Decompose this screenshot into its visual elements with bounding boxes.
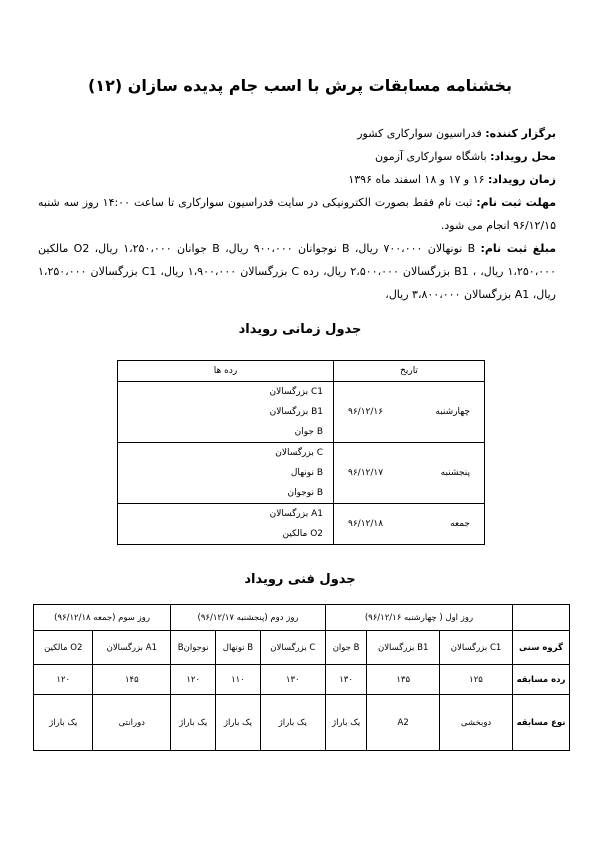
- deadline-row: [38, 191, 556, 237]
- fee-row: [38, 237, 556, 306]
- technical-table: [33, 604, 570, 751]
- technical-height-cell: ۱۳۵: [367, 665, 440, 695]
- schedule-class: C بزرگسالان: [275, 448, 323, 458]
- dates-label: زمان رویداد:: [488, 173, 556, 186]
- fee-value: B نونهالان ۷۰۰،۰۰۰ ریال، B نوجوانان ۹۰۰،۰۰۰ ریال، B جوانان ۱،۲۵۰،۰۰۰ ریال، O2 مالکین ۱،۲۵۰،۰۰۰ ریال، ، B1 بزرگسالان ۲،۵۰۰،۰۰۰ ریال، رده C بزرگسالان ۱،۹۰۰،۰۰۰ ریال، C1 بزرگسالان ۱،۲۵۰،۰۰۰ ریال، A1 بزرگسالان ۳،۸۰۰،۰۰۰ ریال،: [38, 242, 556, 301]
- technical-group-cell: C بزرگسالان: [260, 631, 325, 665]
- technical-group-cell: B1 بزرگسالان: [367, 631, 440, 665]
- schedule-class: A1 بزرگسالان: [269, 509, 323, 519]
- technical-height-cell: ۱۱۰: [216, 665, 260, 695]
- technical-type-cell: یک باراژ: [34, 695, 93, 751]
- schedule-classes-cell: [118, 504, 334, 545]
- schedule-class: B جوان: [294, 427, 323, 437]
- info-block: [38, 122, 556, 306]
- technical-height-cell: ۱۳۰: [260, 665, 325, 695]
- schedule-day: جمعه: [450, 519, 470, 529]
- venue-row: [38, 145, 556, 168]
- venue-value: باشگاه سوارکاری آزمون: [375, 150, 487, 163]
- technical-type-row: [34, 695, 570, 751]
- technical-group-cell: C1 بزرگسالان: [440, 631, 513, 665]
- schedule-date-cell: [334, 382, 485, 443]
- schedule-class: B نوجوان: [287, 488, 323, 498]
- technical-day-header: روز اول ( چهارشنبه ۹۶/۱۲/۱۶): [325, 605, 512, 631]
- schedule-row: [118, 443, 485, 504]
- technical-height-cell: ۱۳۰: [325, 665, 366, 695]
- technical-group-cell: A1 بزرگسالان: [93, 631, 171, 665]
- schedule-classes-cell: [118, 382, 334, 443]
- schedule-row: [118, 382, 485, 443]
- technical-corner-cell: [513, 605, 570, 631]
- technical-type-cell: یک باراژ: [325, 695, 366, 751]
- technical-group-cell: B نونهال: [216, 631, 260, 665]
- technical-day-header: روز دوم (پنجشنبه ۹۶/۱۲/۱۷): [171, 605, 326, 631]
- dates-value: ۱۶ و ۱۷ و ۱۸ اسفند ماه ۱۳۹۶: [348, 173, 485, 186]
- schedule-date-cell: [334, 504, 485, 545]
- organizer-value: فدراسیون سوارکاری کشور: [357, 127, 482, 140]
- technical-height-cell: ۱۲۵: [440, 665, 513, 695]
- schedule-header-row: [118, 361, 485, 382]
- technical-type-cell: یک باراژ: [216, 695, 260, 751]
- organizer-row: [38, 122, 556, 145]
- venue-label: محل رویداد:: [490, 150, 556, 163]
- schedule-header-date: تاریخ: [334, 361, 485, 382]
- technical-group-cell: B جوان: [325, 631, 366, 665]
- schedule-class: O2 مالکین: [282, 529, 323, 539]
- deadline-label: مهلت ثبت نام:: [476, 196, 557, 209]
- schedule-date: ۹۶/۱۲/۱۸: [348, 519, 384, 529]
- fee-label: مبلغ ثبت نام:: [480, 242, 557, 255]
- technical-row-label: نوع مسابقه: [513, 695, 570, 751]
- technical-row-label: گروه سنی: [513, 631, 570, 665]
- document-title: بخشنامه مسابقات پرش با اسب جام پدیده سازان (۱۲): [87, 76, 512, 95]
- schedule-date: ۹۶/۱۲/۱۷: [348, 468, 384, 478]
- technical-type-cell: دوبخشی: [440, 695, 513, 751]
- schedule-row: [118, 504, 485, 545]
- technical-height-row: [34, 665, 570, 695]
- schedule-classes-cell: [118, 443, 334, 504]
- schedule-class: C1 بزرگسالان: [269, 387, 323, 397]
- schedule-date-cell: [334, 443, 485, 504]
- schedule-day: چهارشنبه: [435, 407, 470, 417]
- technical-row-label: رده مسابقه: [513, 665, 570, 695]
- schedule-class: B نونهال: [290, 468, 323, 478]
- technical-type-cell: یک باراژ: [171, 695, 216, 751]
- technical-group-cell: O2 مالکین: [34, 631, 93, 665]
- technical-type-cell: یک باراژ: [260, 695, 325, 751]
- deadline-value: ثبت نام فقط بصورت الکترونیکی در سایت فدراسیون سوارکاری تا ساعت ۱۴:۰۰ روز سه شنبه ۹۶/۱۲/۱۵ انجام می شود.: [38, 196, 556, 232]
- schedule-class: B1 بزرگسالان: [269, 407, 323, 417]
- technical-group-row: [34, 631, 570, 665]
- technical-day-header-row: [34, 605, 570, 631]
- technical-type-cell: A2: [367, 695, 440, 751]
- organizer-label: برگزار کننده:: [485, 127, 556, 140]
- technical-height-cell: ۱۴۵: [93, 665, 171, 695]
- technical-group-cell: نوجوانB: [171, 631, 216, 665]
- schedule-date: ۹۶/۱۲/۱۶: [348, 407, 384, 417]
- technical-day-header: روز سوم (جمعه ۹۶/۱۲/۱۸): [34, 605, 171, 631]
- schedule-header-classes: رده ها: [118, 361, 334, 382]
- schedule-day: پنجشنبه: [440, 468, 470, 478]
- technical-height-cell: ۱۲۰: [171, 665, 216, 695]
- technical-height-cell: ۱۲۰: [34, 665, 93, 695]
- schedule-title: جدول زمانی رویداد: [238, 322, 362, 337]
- technical-type-cell: دورانتی: [93, 695, 171, 751]
- dates-row: [38, 168, 556, 191]
- schedule-table: [117, 360, 485, 545]
- technical-title: جدول فنی رویداد: [244, 572, 356, 587]
